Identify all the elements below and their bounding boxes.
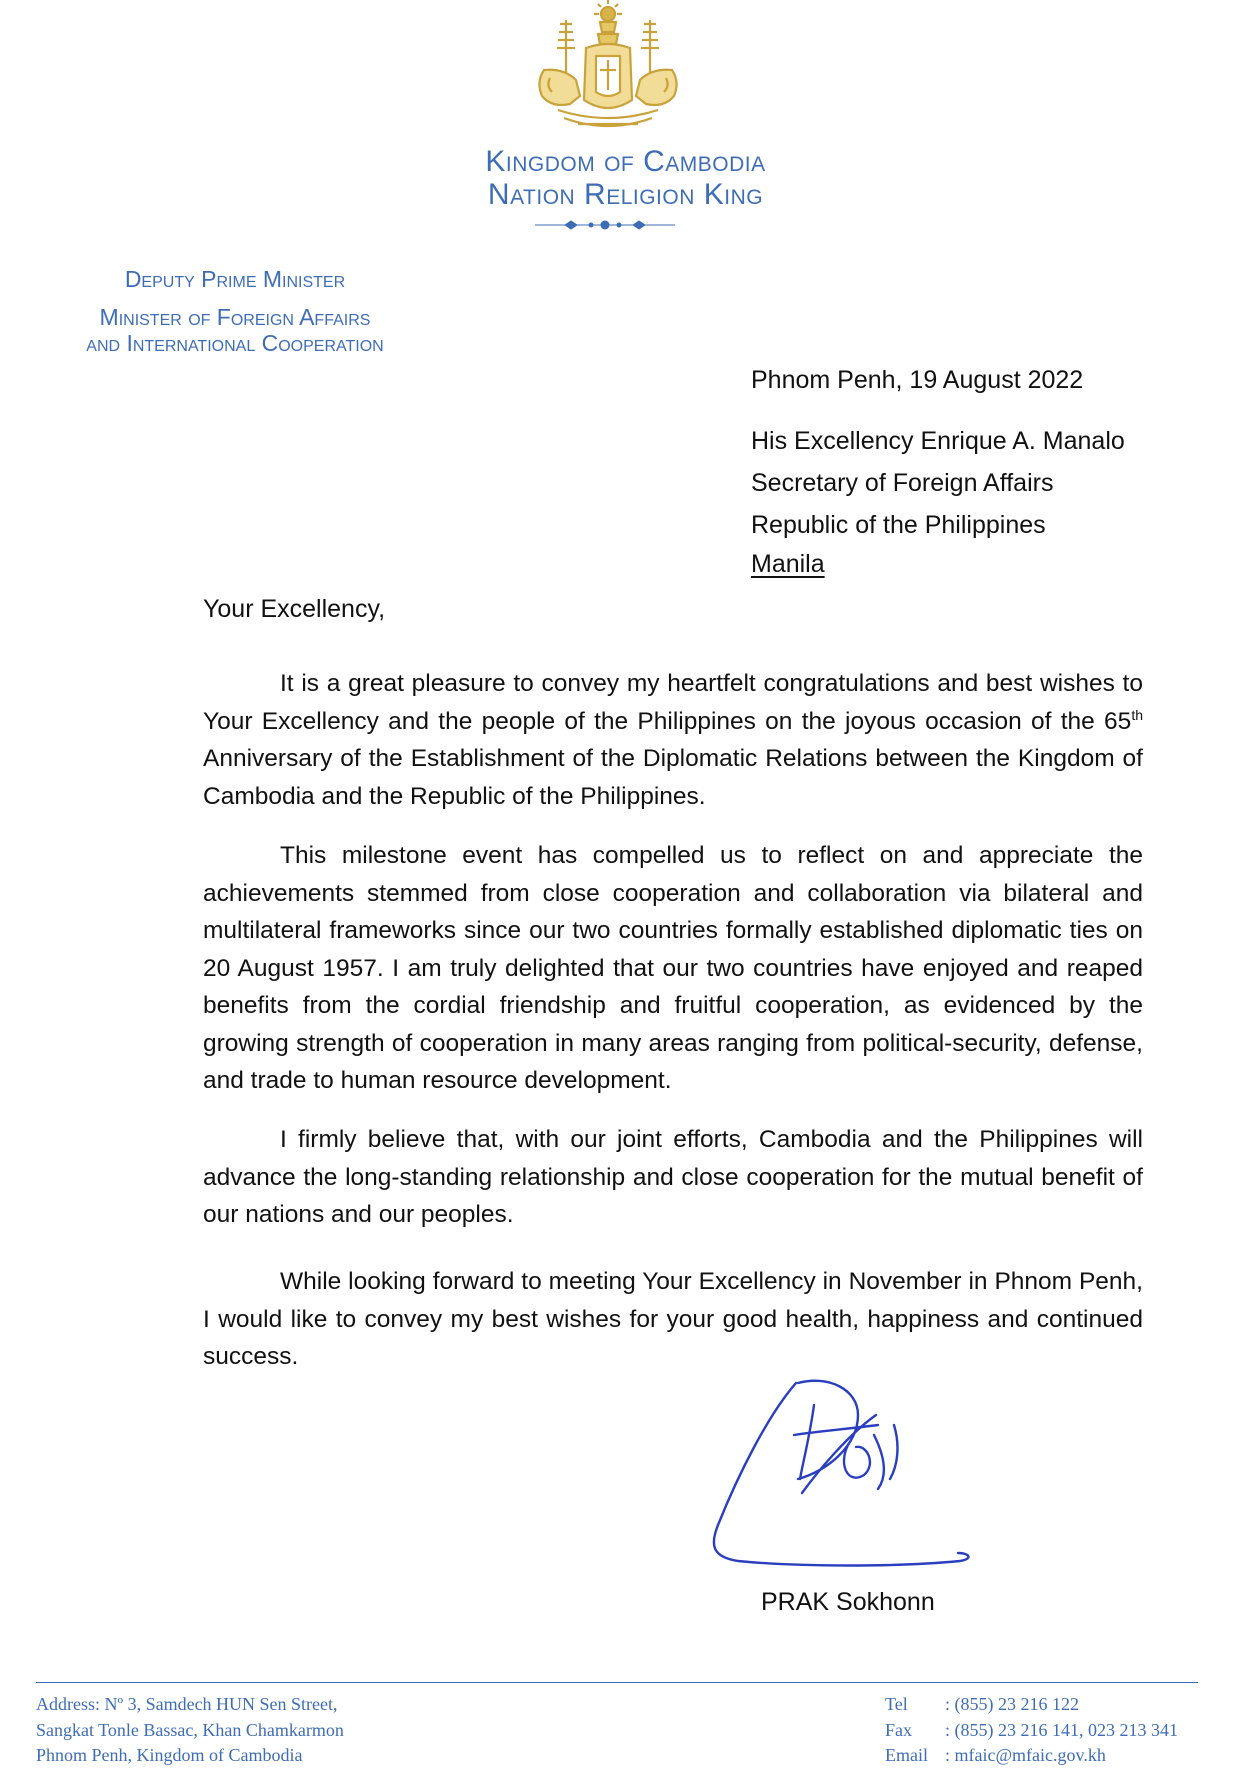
royal-coat-of-arms-emblem bbox=[528, 0, 688, 142]
country-name: Kingdom of Cambodia bbox=[485, 145, 766, 178]
body-paragraph-3: I firmly believe that, with our joint efforts, Cambodia and the Philippines will advance the long-standing relationship and close cooperation for the mutual benefit of our nations and our peoples. bbox=[203, 1126, 1143, 1228]
salutation: Your Excellency, bbox=[203, 595, 386, 623]
fax-label: Fax bbox=[885, 1719, 912, 1740]
handwritten-signature bbox=[698, 1375, 988, 1575]
office-title-ministry: and International Cooperation bbox=[86, 330, 384, 356]
footer-contact-labels bbox=[885, 1692, 928, 1769]
recipient-name: His Excellency Enrique A. Manalo bbox=[751, 427, 1125, 455]
tel-label: Tel bbox=[885, 1694, 908, 1714]
footer-divider bbox=[36, 1682, 1198, 1683]
footer-contact-values bbox=[945, 1692, 1178, 1769]
address-line-3: Phnom Penh, Kingdom of Cambodia bbox=[36, 1745, 303, 1765]
paragraph-1-text-cont: Anniversary of the Establishment of the Diplomatic Relations between the Kingdom of Cambodia and the Republic of the Philippines. bbox=[203, 745, 1143, 810]
body-paragraph-4: While looking forward to meeting Your Excellency in November in Phnom Penh, I would like to convey my best wishes for your good health, happiness and continued success. bbox=[203, 1268, 1143, 1370]
recipient-position: Secretary of Foreign Affairs bbox=[751, 469, 1054, 497]
signer-name: PRAK Sokhonn bbox=[761, 1588, 935, 1616]
ordinal-suffix: th bbox=[1131, 706, 1143, 723]
decorative-divider bbox=[535, 218, 675, 232]
recipient-city: Manila bbox=[751, 550, 825, 578]
body-paragraph-1 bbox=[203, 665, 1143, 815]
letter-dateline: Phnom Penh, 19 August 2022 bbox=[751, 366, 1084, 394]
email-label: Email bbox=[885, 1745, 928, 1765]
tel-value: : (855) 23 216 122 bbox=[945, 1694, 1079, 1714]
office-title-minister: Minister of Foreign Affairs bbox=[99, 304, 371, 330]
email-value: : mfaic@mfaic.gov.kh bbox=[945, 1745, 1106, 1765]
fax-value: : (855) 23 216 141, 023 213 341 bbox=[945, 1719, 1178, 1740]
paragraph-1-text: It is a great pleasure to convey my heartfelt congratulations and best wishes to Your Excellency and the people of the Philippines on the joyous occasion of the 65 bbox=[203, 670, 1143, 735]
address-line-2: Sangkat Tonle Bassac, Khan Chamkarmon bbox=[36, 1719, 344, 1740]
footer-address bbox=[36, 1692, 344, 1769]
body-paragraph-2: This milestone event has compelled us to reflect on and appreciate the achievements stemmed from close cooperation and collaboration via bilateral and multilateral frameworks since our two countries formally established diplomatic ties on 20 August 1957. I am truly delighted that our two countries have enjoyed and reaped benefits from the cordial friendship and fruitful cooperation, as evidenced by the growing strength of cooperation in many areas ranging from political-security, defense, and trade to human resource development. bbox=[203, 842, 1143, 1094]
recipient-country: Republic of the Philippines bbox=[751, 511, 1046, 539]
address-line-1: Address: Nº 3, Samdech HUN Sen Street, bbox=[36, 1694, 338, 1714]
national-motto: Nation Religion King bbox=[487, 178, 764, 211]
office-title-deputy-pm: Deputy Prime Minister bbox=[124, 266, 346, 292]
